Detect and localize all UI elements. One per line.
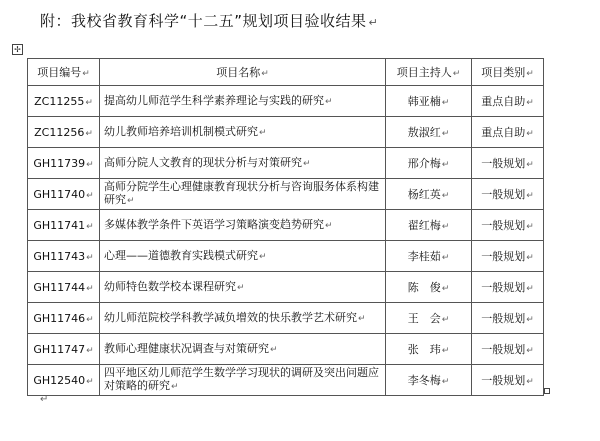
- cell-project-name: 高师分院学生心理健康教育现状分析与咨询服务体系构建研究↵: [100, 179, 386, 210]
- table-body: [28, 86, 544, 396]
- trailing-paragraph-mark-icon: ↵: [40, 394, 49, 405]
- cell-project-name: 幼师特色数学校本课程研究↵: [100, 272, 386, 303]
- cell-project-name: 心理——道德教育实践模式研究↵: [100, 241, 386, 272]
- cell-project-category: 一般规划↵: [472, 334, 544, 365]
- cell-project-category: 重点自助↵: [472, 117, 544, 148]
- table-row: [28, 210, 544, 241]
- table-header: [28, 59, 544, 86]
- header-project-leader: 项目主持人↵: [386, 59, 472, 86]
- table-end-marker-icon: [544, 388, 550, 394]
- table-move-handle-icon[interactable]: ✢: [12, 44, 23, 55]
- cell-project-id: GH11747↵: [28, 334, 100, 365]
- cell-project-category: 一般规划↵: [472, 241, 544, 272]
- table-row: [28, 148, 544, 179]
- cell-project-name: 幼儿教师培养培训机制模式研究↵: [100, 117, 386, 148]
- table-row: [28, 365, 544, 396]
- cell-project-leader: 杨红英↵: [386, 179, 472, 210]
- cell-project-leader: 陈 俊↵: [386, 272, 472, 303]
- table-row: [28, 334, 544, 365]
- cell-project-leader: 邢介梅↵: [386, 148, 472, 179]
- cell-project-category: 一般规划↵: [472, 272, 544, 303]
- cell-project-leader: 王 会↵: [386, 303, 472, 334]
- paragraph-mark-icon: ↵: [368, 16, 379, 29]
- table-row: [28, 179, 544, 210]
- cell-project-category: 一般规划↵: [472, 303, 544, 334]
- header-project-category: 项目类别↵: [472, 59, 544, 86]
- table-row: [28, 241, 544, 272]
- document-title-text: 附：我校省教育科学“十二五”规划项目验收结果: [40, 12, 367, 30]
- cell-project-category: 一般规划↵: [472, 365, 544, 396]
- header-project-name: 项目名称↵: [100, 59, 386, 86]
- cell-project-leader: 翟红梅↵: [386, 210, 472, 241]
- table-row: [28, 303, 544, 334]
- cell-project-id: GH11739↵: [28, 148, 100, 179]
- cell-project-id: GH11746↵: [28, 303, 100, 334]
- cell-project-id: ZC11255↵: [28, 86, 100, 117]
- cell-project-leader: 韩亚楠↵: [386, 86, 472, 117]
- cell-project-leader: 李冬梅↵: [386, 365, 472, 396]
- cell-project-leader: 敖淑红↵: [386, 117, 472, 148]
- header-project-id: 项目编号↵: [28, 59, 100, 86]
- cell-project-name: 教师心理健康状况调查与对策研究↵: [100, 334, 386, 365]
- cell-project-id: GH11740↵: [28, 179, 100, 210]
- document-title: [40, 10, 378, 31]
- cell-project-name: 高师分院人文教育的现状分析与对策研究↵: [100, 148, 386, 179]
- project-results-table: [27, 58, 544, 396]
- table-row: [28, 117, 544, 148]
- cell-project-id: GH11741↵: [28, 210, 100, 241]
- cell-project-name: 四平地区幼儿师范学生数学学习现状的调研及突出问题应对策略的研究↵: [100, 365, 386, 396]
- table-row: [28, 272, 544, 303]
- cell-project-category: 一般规划↵: [472, 210, 544, 241]
- cell-project-id: GH12540↵: [28, 365, 100, 396]
- cell-project-category: 一般规划↵: [472, 179, 544, 210]
- cell-project-leader: 李桂茹↵: [386, 241, 472, 272]
- cell-project-name: 幼儿师范院校学科教学减负增效的快乐教学艺术研究↵: [100, 303, 386, 334]
- cell-project-name: 提高幼儿师范学生科学素养理论与实践的研究↵: [100, 86, 386, 117]
- cell-project-id: GH11743↵: [28, 241, 100, 272]
- cell-project-id: GH11744↵: [28, 272, 100, 303]
- cell-project-name: 多媒体教学条件下英语学习策略演变趋势研究↵: [100, 210, 386, 241]
- table-row: [28, 86, 544, 117]
- cell-project-leader: 张 玮↵: [386, 334, 472, 365]
- header-row: [28, 59, 544, 86]
- cell-project-category: 一般规划↵: [472, 148, 544, 179]
- cell-project-id: ZC11256↵: [28, 117, 100, 148]
- cell-project-category: 重点自助↵: [472, 86, 544, 117]
